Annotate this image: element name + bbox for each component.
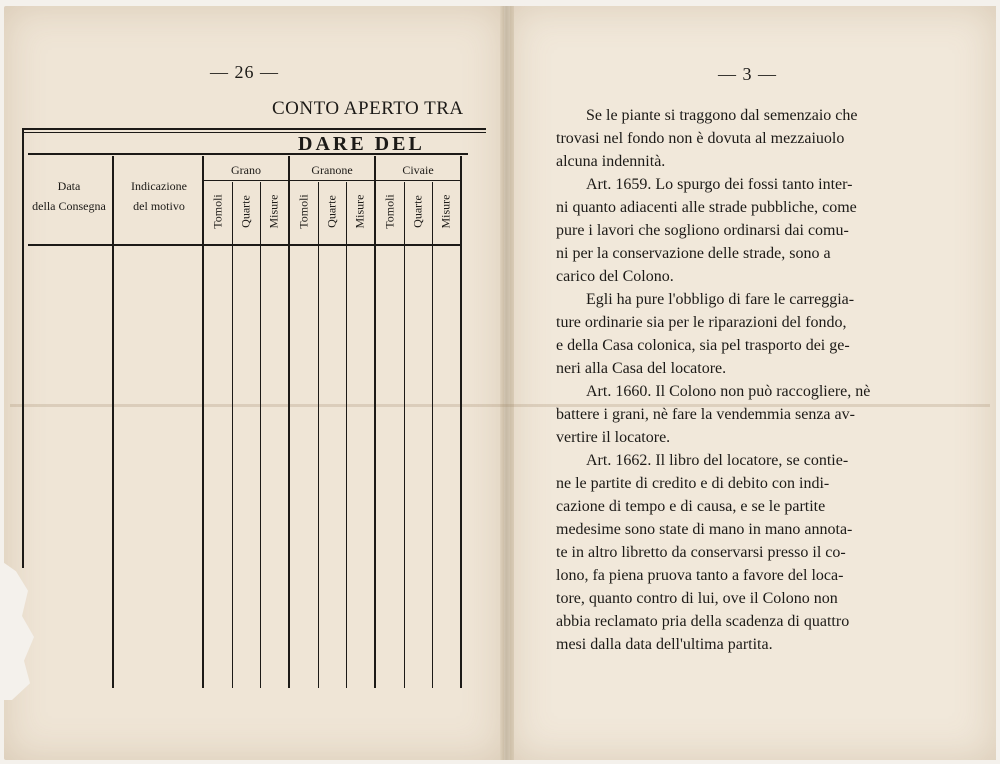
book-gutter bbox=[500, 6, 514, 760]
text-line: ni quanto adiacenti alle strade pubbliche, come bbox=[556, 199, 857, 216]
text-line: ni per la conservazione delle strade, sono a bbox=[556, 245, 831, 262]
unit-label: Quarte bbox=[324, 195, 339, 228]
text-line: alcuna indennità. bbox=[556, 153, 666, 170]
ledger-rule-top bbox=[24, 128, 486, 130]
ledger-vline-group bbox=[288, 156, 290, 688]
text-line: Egli ha pure l'obbligo di fare le carreggia- bbox=[586, 291, 855, 308]
text-line: vertire il locatore. bbox=[556, 429, 671, 446]
ledger-title: DARE DEL bbox=[298, 133, 425, 155]
text-line: cazione di tempo e di causa, e se le partite bbox=[556, 498, 826, 515]
text-line: Art. 1659. Lo spurgo dei fossi tanto inter- bbox=[586, 176, 853, 193]
ledger-vline bbox=[346, 182, 347, 688]
ledger-vline bbox=[260, 182, 261, 688]
group-header-civaie: Civaie bbox=[402, 163, 434, 177]
text-line: mesi dalla data dell'ultima partita. bbox=[556, 636, 773, 653]
unit-label: Misure bbox=[438, 194, 453, 229]
text-line: e della Casa colonica, sia pel trasporto dei ge- bbox=[556, 337, 850, 354]
text-line: medesime sono state di mano in mano annota- bbox=[556, 521, 853, 538]
text-line: tore, quanto contro di lui, ove il Colono non bbox=[556, 590, 838, 607]
text-line: trovasi nel fondo non è dovuta al mezzaiuolo bbox=[556, 130, 845, 147]
text-line: pure i lavori che sogliono ordinarsi dai comu- bbox=[556, 222, 849, 239]
ledger-vline-left bbox=[22, 128, 24, 568]
column-header-date-line1: Data bbox=[57, 179, 81, 193]
text-line: Art. 1660. Il Colono non può raccogliere, nè bbox=[586, 383, 871, 400]
column-header-reason-line2: del motivo bbox=[133, 199, 185, 213]
unit-label: Tomoli bbox=[382, 194, 397, 229]
text-line: Art. 1662. Il libro del locatore, se contie- bbox=[586, 452, 849, 469]
column-header-date bbox=[26, 176, 112, 216]
ledger-heading: CONTO APERTO TRA bbox=[272, 98, 464, 119]
unit-label: Quarte bbox=[410, 195, 425, 228]
ledger-rule-groups bbox=[204, 180, 462, 181]
column-header-reason bbox=[116, 176, 202, 216]
group-header-granone: Granone bbox=[311, 163, 353, 177]
ledger-rule-header bbox=[28, 244, 462, 246]
text-line: ture ordinarie sia per le riparazioni del fondo, bbox=[556, 314, 847, 331]
text-line: lono, fa piena pruova tanto a favore del loca- bbox=[556, 567, 844, 584]
ledger-vline bbox=[404, 182, 405, 688]
ledger-vline bbox=[432, 182, 433, 688]
unit-label: Quarte bbox=[238, 195, 253, 228]
unit-label: Misure bbox=[266, 194, 281, 229]
body-text bbox=[556, 104, 948, 656]
unit-label: Misure bbox=[352, 194, 367, 229]
ledger-vline-reason bbox=[202, 156, 204, 688]
ledger-vline bbox=[318, 182, 319, 688]
text-line: neri alla Casa del locatore. bbox=[556, 360, 727, 377]
right-page-number: — 3 — bbox=[718, 64, 777, 84]
ledger-vline-group bbox=[374, 156, 376, 688]
left-page-number: — 26 — bbox=[210, 62, 279, 82]
ledger-vline-date bbox=[112, 156, 114, 688]
text-line: battere i grani, nè fare la vendemmia senza av- bbox=[556, 406, 855, 423]
unit-label: Tomoli bbox=[296, 194, 311, 229]
column-header-date-line2: della Consegna bbox=[32, 199, 106, 213]
text-line: carico del Colono. bbox=[556, 268, 674, 285]
column-header-reason-line1: Indicazione bbox=[131, 179, 187, 193]
text-line: ne le partite di credito e di debito con indi- bbox=[556, 475, 830, 492]
ledger-vline bbox=[232, 182, 233, 688]
text-line: te in altro libretto da conservarsi presso il co- bbox=[556, 544, 846, 561]
unit-label: Tomoli bbox=[210, 194, 225, 229]
ledger-vline-right bbox=[460, 156, 462, 688]
text-line: abbia reclamato pria della scadenza di quattro bbox=[556, 613, 850, 630]
text-line: Se le piante si traggono dal semenzaio che bbox=[586, 107, 858, 124]
group-header-grano: Grano bbox=[231, 163, 261, 177]
